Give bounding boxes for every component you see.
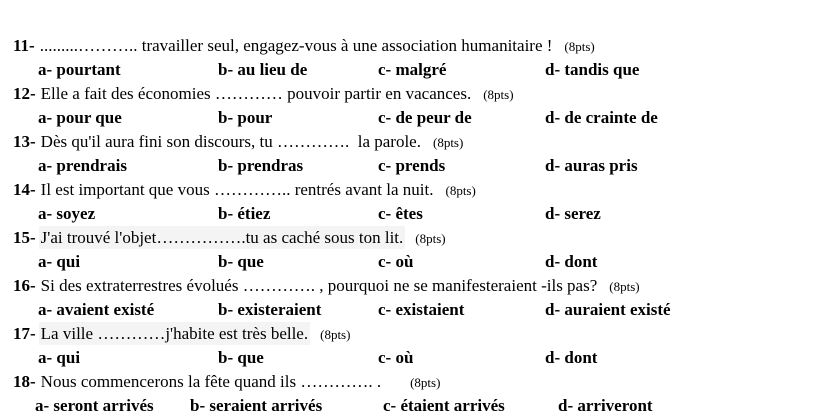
option-d: d- auraient existé — [545, 300, 671, 319]
questions-list — [0, 34, 833, 418]
points-label: (8pts) — [609, 279, 640, 294]
options-row — [0, 394, 833, 418]
question-text: Elle a fait des économies ………… pouvoir partir en vacances. — [40, 84, 472, 103]
option-d: d- arriveront — [558, 396, 653, 415]
options-row — [0, 154, 833, 178]
option-a: a- pourtant — [38, 60, 121, 79]
question-number: 17- — [13, 324, 36, 343]
question-number: 13- — [13, 132, 36, 151]
question-block — [0, 370, 833, 418]
option-b: b- que — [218, 348, 264, 367]
option-a: a- pour que — [38, 108, 122, 127]
option-d: d- tandis que — [545, 60, 640, 79]
option-d: d- auras pris — [545, 156, 638, 175]
option-c: c- êtes — [378, 204, 423, 223]
points-label: (8pts) — [564, 39, 595, 54]
option-b: b- pour — [218, 108, 273, 127]
option-d: d- dont — [545, 348, 598, 367]
question-text: La ville …………j'habite est très belle. — [40, 324, 309, 343]
question-number: 16- — [13, 276, 36, 295]
options-row — [0, 298, 833, 322]
option-a: a- prendrais — [38, 156, 127, 175]
option-c: c- malgré — [378, 60, 447, 79]
options-row — [0, 58, 833, 82]
option-c: c- de peur de — [378, 108, 472, 127]
question-block — [0, 274, 833, 322]
option-a: a- soyez — [38, 204, 96, 223]
option-c: c- prends — [378, 156, 446, 175]
option-b: b- au lieu de — [218, 60, 308, 79]
question-number: 12- — [13, 84, 36, 103]
question-line — [0, 178, 833, 202]
points-label: (8pts) — [445, 183, 476, 198]
question-text: Si des extraterrestres évolués …………. , pourquoi ne se manifesteraient -ils pas? — [40, 276, 598, 295]
options-row — [0, 202, 833, 226]
points-label: (8pts) — [483, 87, 514, 102]
question-line — [0, 226, 833, 250]
option-b: b- étiez — [218, 204, 271, 223]
option-a: a- seront arrivés — [35, 396, 154, 415]
option-b: b- seraient arrivés — [190, 396, 323, 415]
option-c: c- existaient — [378, 300, 465, 319]
question-text: J'ai trouvé l'objet…………….tu as caché sous ton lit. — [40, 228, 404, 247]
options-row — [0, 346, 833, 370]
option-a: a- avaient existé — [38, 300, 155, 319]
points-label: (8pts) — [320, 327, 351, 342]
option-c: c- où — [378, 252, 414, 271]
option-d: d- serez — [545, 204, 601, 223]
question-line — [0, 322, 833, 346]
question-line — [0, 82, 833, 106]
option-c: c- où — [378, 348, 414, 367]
question-number: 18- — [13, 372, 36, 391]
question-text: .........……….. travailler seul, engagez-vous à une association humanitaire ! — [39, 36, 553, 55]
option-b: b- existeraient — [218, 300, 322, 319]
question-number: 15- — [13, 228, 36, 247]
option-b: b- que — [218, 252, 264, 271]
question-text: Il est important que vous ………….. rentrés avant la nuit. — [40, 180, 434, 199]
question-text: Dès qu'il aura fini son discours, tu …………. la parole. — [40, 132, 421, 151]
question-block — [0, 130, 833, 178]
question-block — [0, 34, 833, 82]
question-number: 14- — [13, 180, 36, 199]
options-row — [0, 250, 833, 274]
option-a: a- qui — [38, 348, 81, 367]
question-block — [0, 226, 833, 274]
question-line — [0, 274, 833, 298]
option-a: a- qui — [38, 252, 81, 271]
options-row — [0, 106, 833, 130]
option-d: d- dont — [545, 252, 598, 271]
option-b: b- prendras — [218, 156, 304, 175]
option-d: d- de crainte de — [545, 108, 658, 127]
question-line — [0, 34, 833, 58]
question-text: Nous commencerons la fête quand ils …………. . — [40, 372, 399, 391]
points-label: (8pts) — [410, 375, 441, 390]
option-c: c- étaient arrivés — [383, 396, 505, 415]
points-label: (8pts) — [432, 135, 464, 150]
question-block — [0, 82, 833, 130]
question-number: 11- — [13, 36, 35, 55]
points-label: (8pts) — [415, 231, 446, 246]
question-block — [0, 322, 833, 370]
question-line — [0, 370, 833, 394]
question-line — [0, 130, 833, 154]
question-block — [0, 178, 833, 226]
